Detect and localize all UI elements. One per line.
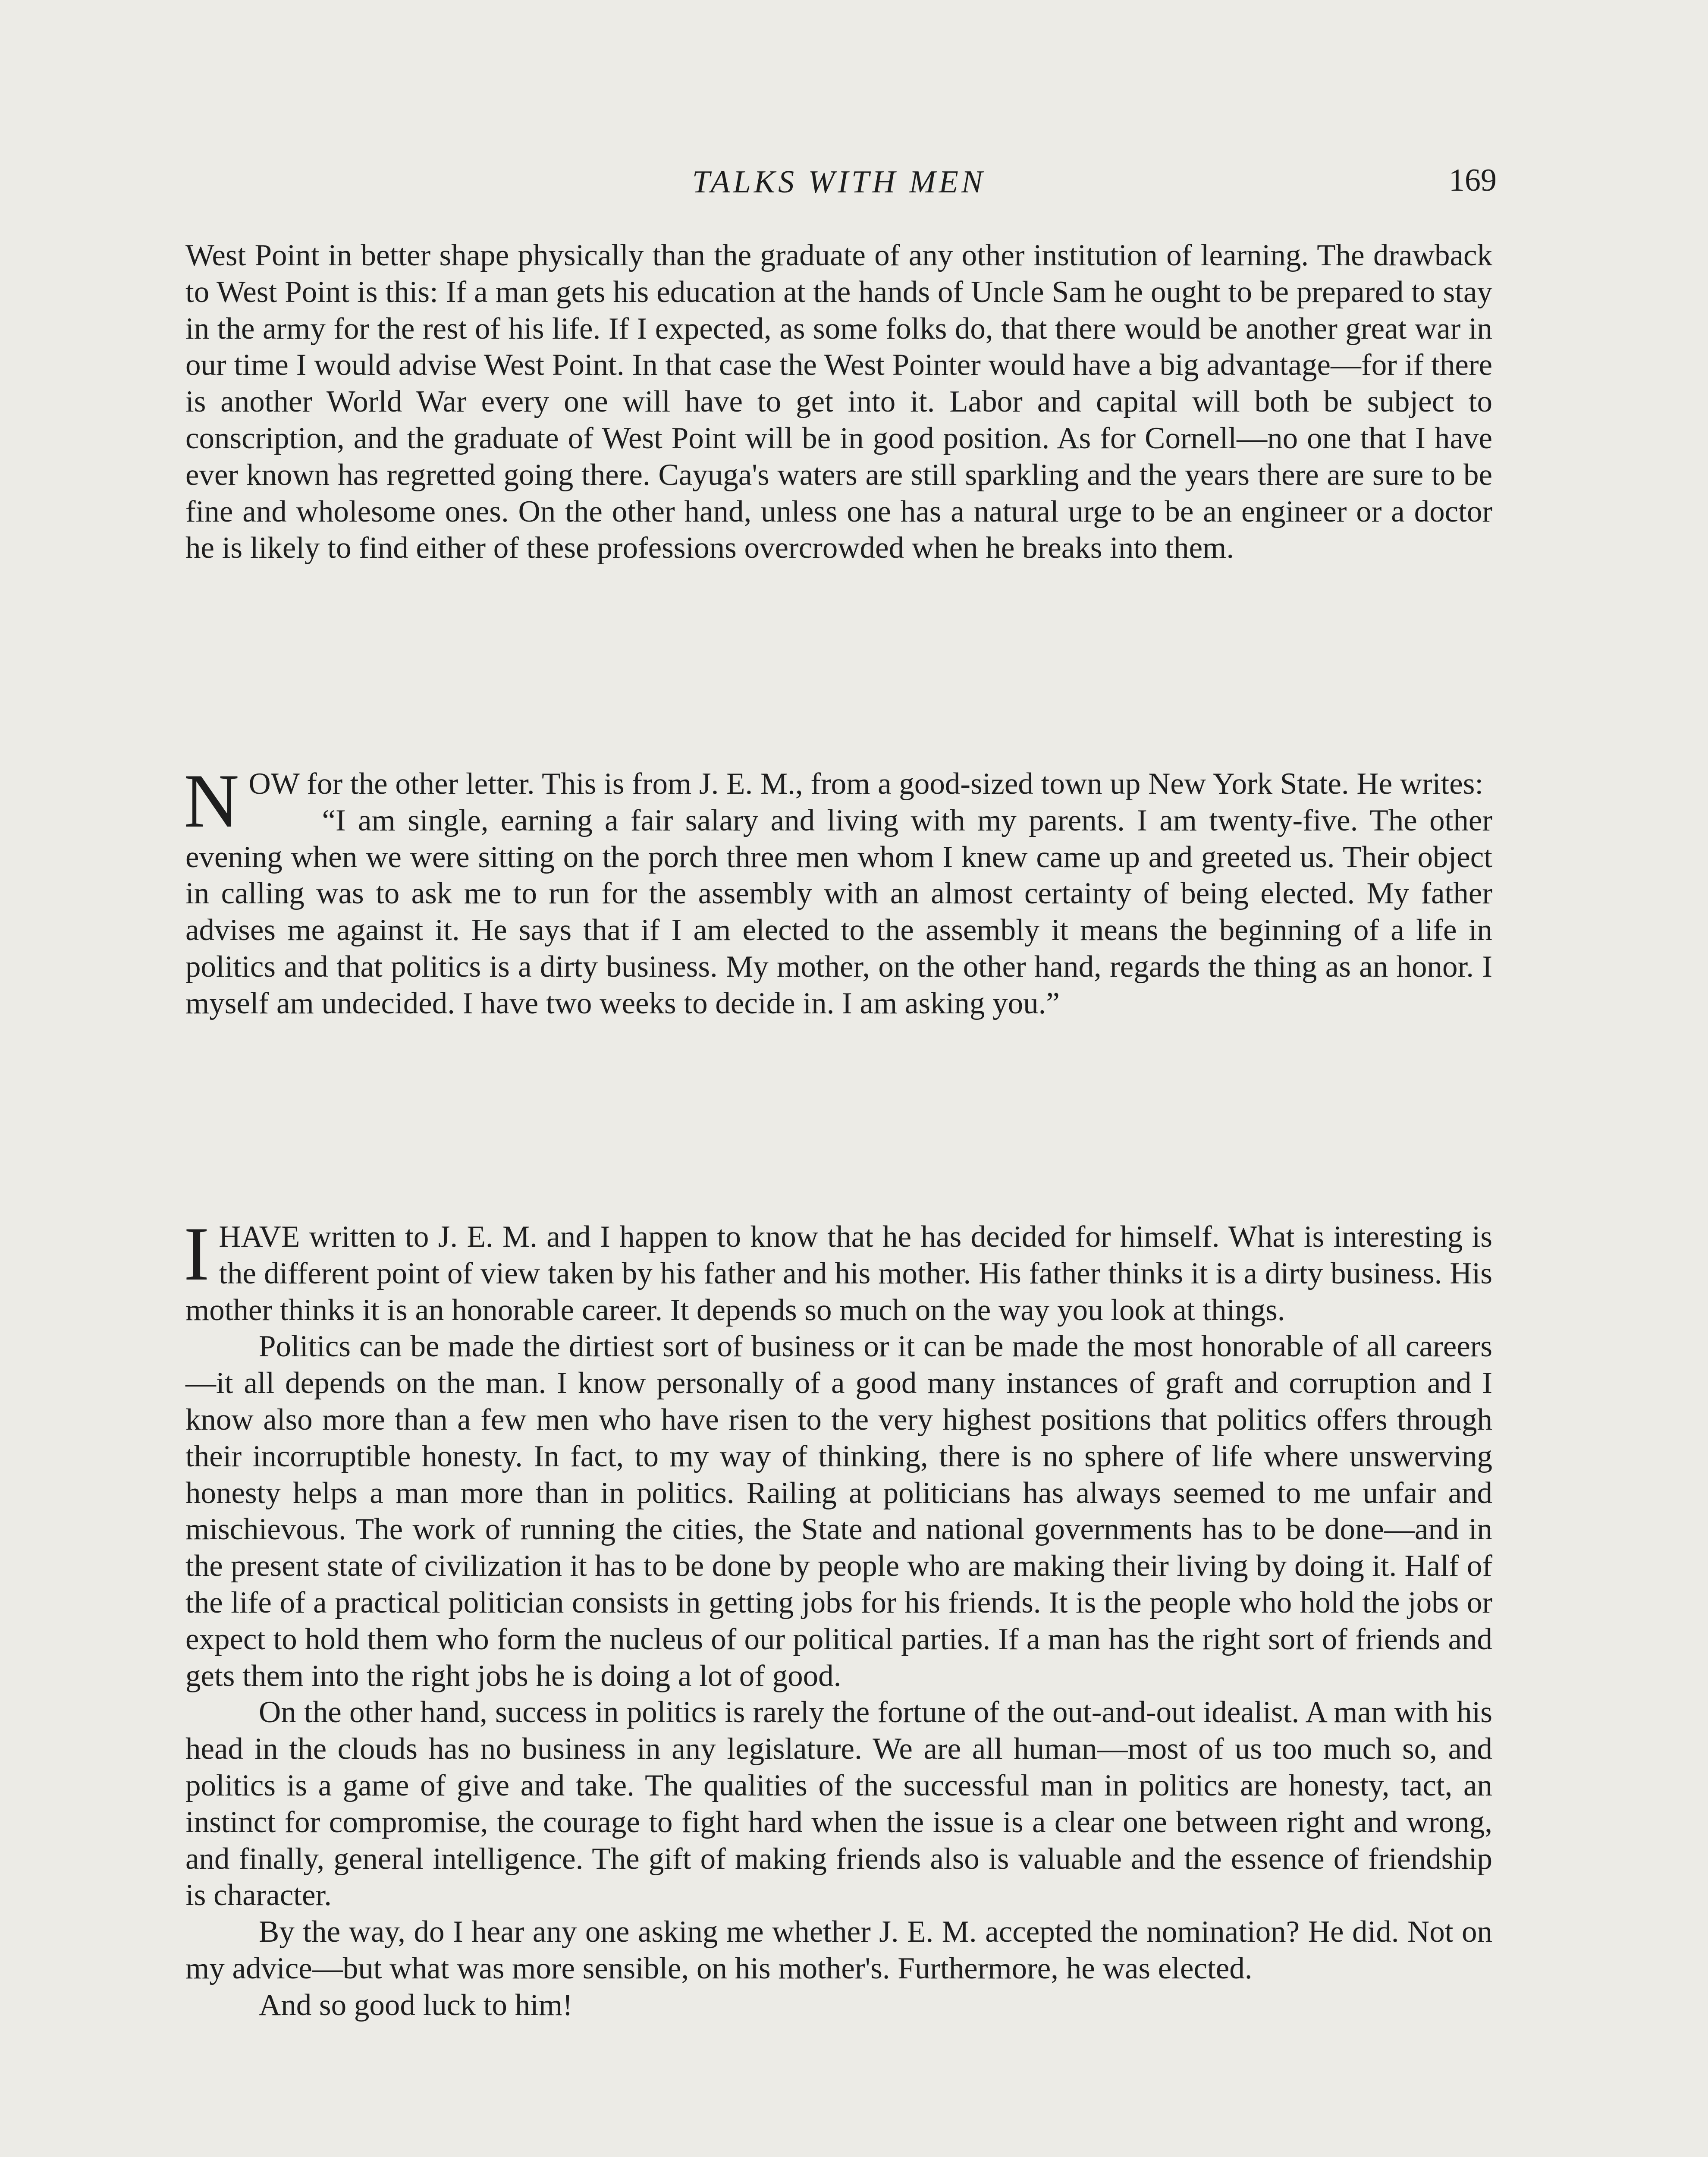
drop-cap: N [184,758,239,843]
page-header [185,160,1497,211]
quoted-letter: “I am single, earning a fair salary and living with my parents. I am twenty-five. The other evening when we were sitting on the porch three men whom I knew came up and greeted us. Their object in calling was to ask me to run for the assembly with an almost certainty of being elected. My father advises me against it. He says that if I am elected to the assembly it means the beginning of a life in politics and that politics is a dirty business. My mother, on the other hand, regards the thing as an honor. I myself am undecided. I have two weeks to decide in. I am asking you.” [185,803,1492,1020]
body-paragraph: West Point in better shape physically than the graduate of any other institution of learning. The drawback to West Point is this: If a man gets his education at the hands of Uncle Sam he ought to be prepared to stay in the army for the rest of his life. If I expected, as some folks do, that there would be another great war in our time I would advise West Point. In that case the West Pointer would have a big advantage—for if there is another World War every one will have to get into it. Labor and capital will both be subject to conscription, and the graduate of West Point will be in good position. As for Cornell—no one that I have ever known has regretted going there. Cayuga's waters are still sparkling and the years there are sure to be fine and wholesome ones. On the other hand, unless one has a natural urge to be an engineer or a doctor he is likely to find either of these professions overcrowded when he breaks into them. [185,239,1492,565]
section-lead-paragraph [184,1211,1492,1328]
body-paragraph: On the other hand, success in politics is rarely the fortune of the out-and-out idealist. A man with his head in the clouds has no business in any legislature. We are all human—most of us too much so, and politics is a game of give and take. The qualities of the successful man in politics are honesty, tact, an instinct for compromise, the courage to fight hard when the issue is a clear one between right and wrong, and finally, general intelligence. The gift of making friends also is valuable and the essence of friendship is character. [185,1695,1492,1912]
body-paragraph: By the way, do I hear any one asking me whether J. E. M. accepted the nomination? He did. Not on my advice—but what was more sensible, on his mother's. Furthermore, he was elected. [185,1915,1492,1985]
running-title: TALKS WITH MEN [692,164,986,200]
body-paragraph: Politics can be made the dirtiest sort of business or it can be made the most honorable of all careers—it all depends on the man. I know personally of a good many instances of graft and corruption and I know also more than a few men who have risen to the very highest positions that politics offers through their incorruptible honesty. In fact, to my way of thinking, there is no sphere of life where unswerving honesty helps a man more than in politics. Railing at politicians has always seemed to me unfair and mischievous. The work of running the cities, the State and national governments has to be done—and in the present state of civilization it has to be done by people who are making their living by doing it. Half of the life of a practical politician consists in getting jobs for his friends. It is the people who hold the jobs or expect to hold them who form the nucleus of our political parties. If a man has the right sort of friends and gets them into the right jobs he is doing a lot of good. [185,1330,1492,1693]
section-letter [184,758,1492,1022]
section-lead-paragraph [184,758,1492,843]
page-number: 169 [1449,163,1497,198]
closing-line: And so good luck to him! [259,1988,573,2022]
lead-text: OW for the other letter. This is from J. E. M., from a good-sized town up New York State. He writes: [248,767,1484,801]
lead-text: HAVE written to J. E. M. and I happen to know that he has decided for himself. What is interesting is the different point of view taken by his father and his mother. His father thinks it is a dirty business. His mother thinks it is an honorable career. It depends so much on the way you look at things. [185,1220,1492,1327]
section-response [184,1211,1492,2024]
section-west-point [185,237,1492,566]
drop-cap: I [184,1211,210,1296]
